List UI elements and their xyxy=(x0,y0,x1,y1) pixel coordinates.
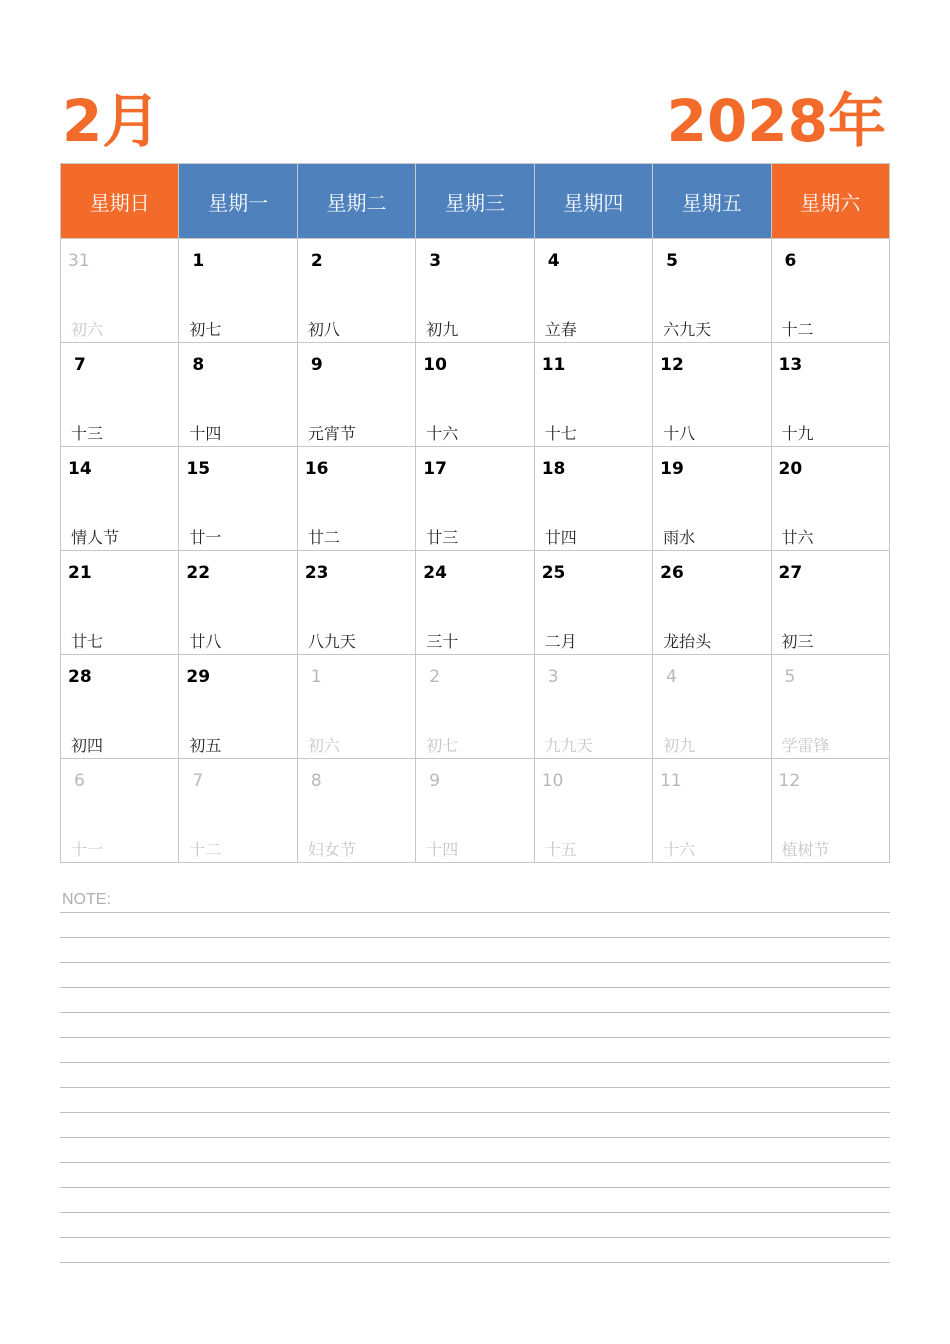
lunar-date: 十五 xyxy=(544,840,577,859)
day-number: 27 xyxy=(778,563,803,583)
day-number: 6 xyxy=(74,771,85,791)
day-cell[interactable] xyxy=(534,343,652,447)
week-row xyxy=(61,759,890,863)
day-number: 24 xyxy=(423,563,447,583)
note-line[interactable] xyxy=(60,912,890,913)
day-cell-other-month[interactable] xyxy=(179,759,297,863)
day-cell[interactable] xyxy=(179,343,297,447)
lunar-date: 十九 xyxy=(781,424,814,443)
lunar-date: 十六 xyxy=(663,840,696,859)
day-number: 14 xyxy=(68,459,92,479)
lunar-date: 初七 xyxy=(426,736,459,755)
day-cell-other-month[interactable] xyxy=(61,239,179,343)
day-number: 20 xyxy=(778,459,803,479)
day-cell[interactable] xyxy=(61,551,179,655)
day-number: 9 xyxy=(429,771,441,791)
notes-label: NOTE: xyxy=(62,891,111,908)
note-line[interactable] xyxy=(60,1212,890,1213)
day-number: 22 xyxy=(186,563,211,583)
day-number: 4 xyxy=(666,667,677,687)
weekday-header-row xyxy=(61,164,890,239)
day-number: 29 xyxy=(186,667,211,687)
week-row xyxy=(61,655,890,759)
day-cell-other-month[interactable] xyxy=(61,759,179,863)
day-cell[interactable] xyxy=(653,447,771,551)
day-number: 11 xyxy=(660,771,682,791)
day-cell[interactable] xyxy=(534,551,652,655)
day-number: 16 xyxy=(304,459,329,479)
day-cell[interactable] xyxy=(61,655,179,759)
year-title: 2028年 xyxy=(666,87,886,155)
day-cell[interactable] xyxy=(61,447,179,551)
day-number: 8 xyxy=(192,355,205,375)
day-number: 3 xyxy=(547,667,559,687)
day-cell-other-month[interactable] xyxy=(771,655,889,759)
day-cell[interactable] xyxy=(653,343,771,447)
day-number: 15 xyxy=(186,459,211,479)
weekday-header-wednesday: 星期三 xyxy=(416,164,534,239)
week-row xyxy=(61,239,890,343)
lunar-date: 廿三 xyxy=(426,528,459,547)
weekday-header-tuesday: 星期二 xyxy=(297,164,415,239)
note-line[interactable] xyxy=(60,1162,890,1163)
lunar-date: 初三 xyxy=(781,632,814,651)
lunar-date: 廿一 xyxy=(189,528,222,547)
lunar-date: 廿六 xyxy=(781,528,814,547)
weekday-header-monday: 星期一 xyxy=(179,164,297,239)
week-row xyxy=(61,551,890,655)
day-number: 10 xyxy=(541,771,564,791)
note-line[interactable] xyxy=(60,987,890,988)
lunar-date: 二月 xyxy=(544,632,577,651)
lunar-date: 九九天 xyxy=(544,736,593,755)
day-cell[interactable] xyxy=(771,551,889,655)
note-line[interactable] xyxy=(60,962,890,963)
day-cell[interactable] xyxy=(416,343,534,447)
week-row xyxy=(61,447,890,551)
day-cell[interactable] xyxy=(297,447,415,551)
lunar-date: 龙抬头 xyxy=(663,632,712,651)
day-number: 1 xyxy=(310,667,322,687)
note-line[interactable] xyxy=(60,1237,890,1238)
note-line[interactable] xyxy=(60,1137,890,1138)
calendar-grid xyxy=(60,163,890,863)
day-cell[interactable] xyxy=(416,239,534,343)
lunar-date: 十一 xyxy=(71,840,104,859)
lunar-date: 廿二 xyxy=(307,528,340,547)
weekday-header-friday: 星期五 xyxy=(653,164,771,239)
note-line[interactable] xyxy=(60,1087,890,1088)
lunar-date: 初七 xyxy=(189,320,222,339)
note-line[interactable] xyxy=(60,1187,890,1188)
day-cell-other-month[interactable] xyxy=(416,655,534,759)
lunar-date: 初九 xyxy=(426,320,459,339)
week-row xyxy=(61,343,890,447)
note-line[interactable] xyxy=(60,1012,890,1013)
day-number: 26 xyxy=(660,563,684,583)
lunar-date: 初六 xyxy=(307,736,340,755)
day-number: 31 xyxy=(68,251,90,271)
day-number: 5 xyxy=(666,251,678,271)
day-number: 10 xyxy=(423,355,447,375)
day-cell[interactable] xyxy=(653,239,771,343)
day-number: 6 xyxy=(784,251,797,271)
lunar-date: 初五 xyxy=(189,736,222,755)
lunar-date: 十六 xyxy=(426,424,459,443)
day-cell[interactable] xyxy=(179,551,297,655)
day-number: 7 xyxy=(192,771,204,791)
lunar-date: 雨水 xyxy=(663,528,696,547)
day-number: 23 xyxy=(304,563,329,583)
day-number: 3 xyxy=(429,251,442,271)
month-title: 2月 xyxy=(62,87,161,155)
lunar-date: 十三 xyxy=(71,424,104,443)
day-cell-other-month[interactable] xyxy=(297,655,415,759)
lunar-date: 廿八 xyxy=(189,632,222,651)
day-cell-other-month[interactable] xyxy=(653,655,771,759)
day-number: 2 xyxy=(429,667,441,687)
lunar-date: 学雷锋 xyxy=(781,736,830,755)
lunar-date: 廿七 xyxy=(71,632,104,651)
lunar-date: 情人节 xyxy=(71,528,120,547)
day-cell[interactable] xyxy=(297,239,415,343)
day-cell-other-month[interactable] xyxy=(534,655,652,759)
day-cell[interactable] xyxy=(297,551,415,655)
lunar-date: 初八 xyxy=(307,320,340,339)
lunar-date: 初九 xyxy=(663,736,696,755)
lunar-date: 十二 xyxy=(781,320,814,339)
lunar-date: 初四 xyxy=(71,736,104,755)
note-line[interactable] xyxy=(60,1062,890,1063)
day-number: 13 xyxy=(778,355,803,375)
day-cell-other-month[interactable] xyxy=(416,759,534,863)
note-line[interactable] xyxy=(60,1037,890,1038)
day-number: 5 xyxy=(784,667,796,687)
day-cell[interactable] xyxy=(534,447,652,551)
day-cell[interactable] xyxy=(297,343,415,447)
day-cell-other-month[interactable] xyxy=(653,759,771,863)
day-number: 7 xyxy=(74,355,86,375)
lunar-date: 妇女节 xyxy=(307,840,356,859)
day-number: 9 xyxy=(310,355,323,375)
day-cell[interactable] xyxy=(771,343,889,447)
weekday-header-sunday: 星期日 xyxy=(61,164,179,239)
day-number: 12 xyxy=(778,771,801,791)
note-line[interactable] xyxy=(60,1112,890,1113)
lunar-date: 十二 xyxy=(189,840,222,859)
lunar-date: 初六 xyxy=(71,320,104,339)
weekday-header-saturday: 星期六 xyxy=(771,164,889,239)
day-cell[interactable] xyxy=(653,551,771,655)
day-number: 28 xyxy=(68,667,92,687)
lunar-date: 植树节 xyxy=(781,840,830,859)
day-cell-other-month[interactable] xyxy=(771,759,889,863)
day-cell-other-month[interactable] xyxy=(297,759,415,863)
lunar-date: 十七 xyxy=(544,424,577,443)
lunar-date: 三十 xyxy=(426,632,459,651)
day-number: 2 xyxy=(310,251,323,271)
day-number: 18 xyxy=(541,459,566,479)
lunar-date: 六九天 xyxy=(663,320,712,339)
day-number: 19 xyxy=(660,459,684,479)
day-number: 12 xyxy=(660,355,684,375)
lunar-date: 十八 xyxy=(663,424,696,443)
lunar-date: 十四 xyxy=(426,840,459,859)
day-number: 21 xyxy=(68,563,92,583)
lunar-date: 廿四 xyxy=(544,528,577,547)
day-number: 8 xyxy=(310,771,322,791)
day-cell[interactable] xyxy=(179,447,297,551)
day-cell[interactable] xyxy=(771,447,889,551)
day-number: 1 xyxy=(192,251,205,271)
day-cell[interactable] xyxy=(61,343,179,447)
lunar-date: 元宵节 xyxy=(307,424,356,443)
lunar-date: 十四 xyxy=(189,424,222,443)
note-line[interactable] xyxy=(60,1262,890,1263)
day-cell[interactable] xyxy=(179,239,297,343)
lunar-date: 八九天 xyxy=(307,632,356,651)
day-cell-other-month[interactable] xyxy=(534,759,652,863)
day-number: 25 xyxy=(541,563,566,583)
calendar-body xyxy=(61,239,890,863)
day-cell[interactable] xyxy=(771,239,889,343)
day-cell[interactable] xyxy=(416,551,534,655)
lunar-date: 立春 xyxy=(544,320,577,339)
day-cell[interactable] xyxy=(179,655,297,759)
day-cell[interactable] xyxy=(534,239,652,343)
day-cell[interactable] xyxy=(416,447,534,551)
weekday-header-thursday: 星期四 xyxy=(534,164,652,239)
day-number: 4 xyxy=(547,251,560,271)
note-line[interactable] xyxy=(60,937,890,938)
day-number: 11 xyxy=(541,355,566,375)
day-number: 17 xyxy=(423,459,447,479)
